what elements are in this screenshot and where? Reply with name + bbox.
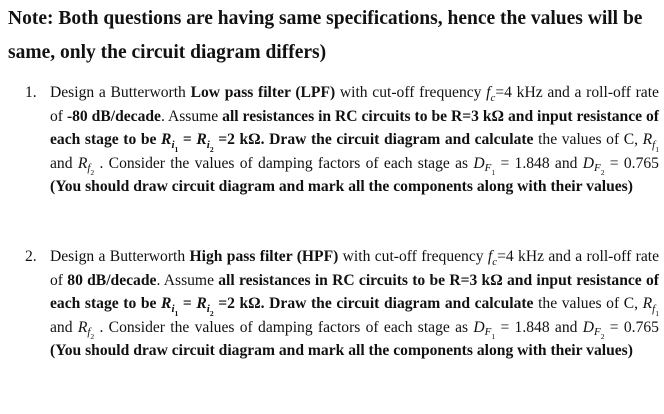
rolloff-rate: -80 dB/decade xyxy=(66,107,161,125)
rolloff-rate: 80 dB/decade xyxy=(67,271,157,289)
filter-type: High pass filter (HPF) xyxy=(189,248,339,265)
question-number: 1. xyxy=(25,84,37,101)
note-heading: Note: Both questions are having same specifications, hence the values will be same, only the circuit diagram differs) xyxy=(8,8,643,63)
question-number: 2. xyxy=(25,248,37,265)
filter-type: Low pass filter (LPF) xyxy=(190,84,336,101)
question-text: Design a Butterworth Low pass filter (LPF) with cut-off frequency $f_c=4$ kHz and a roll-off rate of -80 dB/decade. Assume all resistances in RC circuits to be R=3 kΩ and input resistance of each stage to be $R_{i_1} = R_{i_2} =2$ kΩ. Draw the circuit diagram and calculate the values of C, $R_{f_1}$ and $R_{f_2}$ . Consider the values of damping factors of each stage as $D_{F_1} = 1.848$ and $D_{F_2} = 0.765$ (You should draw circuit diagram and mark all the components along with their values) xyxy=(50,84,659,195)
question-text: Design a Butterworth High pass filter (HPF) with cut-off frequency $f_c=4$ kHz and a roll-off rate of 80 dB/decade. Assume all resistances in RC circuits to be R=3 kΩ and input resistance of each stage to be $R_{i_1} = R_{i_2} =2$ kΩ. Draw the circuit diagram and calculate the values of C, $R_{f_1}$ and $R_{f_2}$ . Consider the values of damping factors of each stage as $D_{F_1} = 1.848$ and $D_{F_2} = 0.765$ (You should draw circuit diagram and mark all the components along with their values) xyxy=(50,248,659,359)
